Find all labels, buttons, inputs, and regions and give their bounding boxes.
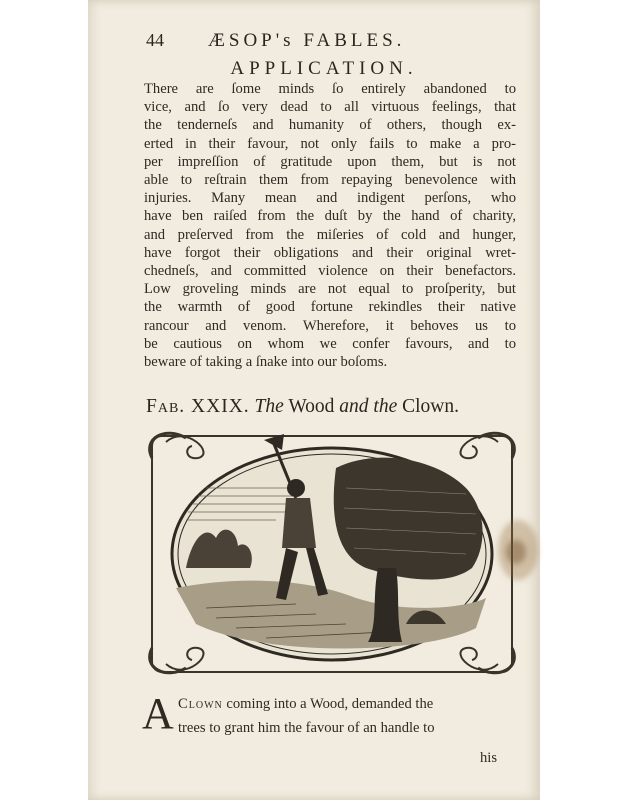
text-line: chedneſs, and committed violence on their benefactors. [144,263,516,280]
text-line: per impreſſion of gratitude upon them, but is not [144,153,516,170]
text-line: erted in their favour, not only fails to make a pro- [144,135,516,152]
text-line: There are ſome minds ſo entirely abandoned to [144,81,516,97]
text-line: rancour and venom. Wherefore, it behoves us to [144,317,516,334]
text-line: have ben raiſed from the duſt by the hand of charity, [144,208,516,225]
application-text [144,80,516,371]
running-title: ÆSOP's FABLES. [208,30,406,51]
text-line: have forgot their obligations and their original wret- [144,244,516,261]
paper-stain [506,540,526,564]
text-line: and preſerved from the miſeries of cold and hunger, [144,226,516,243]
book-page [88,0,540,800]
text-line: able to reſtrain them from repaying benevolence with [144,172,516,189]
fable-title [146,396,459,418]
fable-title-the2: the [373,396,398,417]
text-line: the warmth of good fortune rekindles their native [144,299,516,316]
text-line: Low groveling minds are not equal to proſperity, but [144,281,516,298]
application-heading: APPLICATION. [230,58,418,79]
text-line: beware of taking a ſnake into our boſoms. [144,354,388,371]
fable-text-line-1-rest: coming into a Wood, demanded the [222,696,434,712]
text-line: the tenderneſs and humanity of others, though ex- [144,117,516,134]
fable-text-clown: Clown [178,696,223,712]
text-line: be cautious on whom we confer favours, and to [144,335,516,352]
drop-cap: A [142,689,174,738]
text-line: injuries. Many mean and indigent perſons, who [144,190,516,207]
fable-label: Fab. XXIX. [146,396,250,417]
running-header [146,30,500,54]
fable-title-wood: Wood [288,396,335,417]
fable-title-clown: Clown. [402,396,460,417]
fable-title-and: and [339,396,369,417]
fable-title-the: The [254,396,284,417]
text-line: vice, and ſo very dead to all virtuous feelings, that [144,99,516,116]
woodcut-illustration [146,428,518,678]
fable-text-line-1 [178,694,433,714]
page-number: 44 [146,30,164,50]
fable-text-line-2: trees to grant him the favour of an handle to [178,720,435,736]
catchword: his [480,750,498,766]
